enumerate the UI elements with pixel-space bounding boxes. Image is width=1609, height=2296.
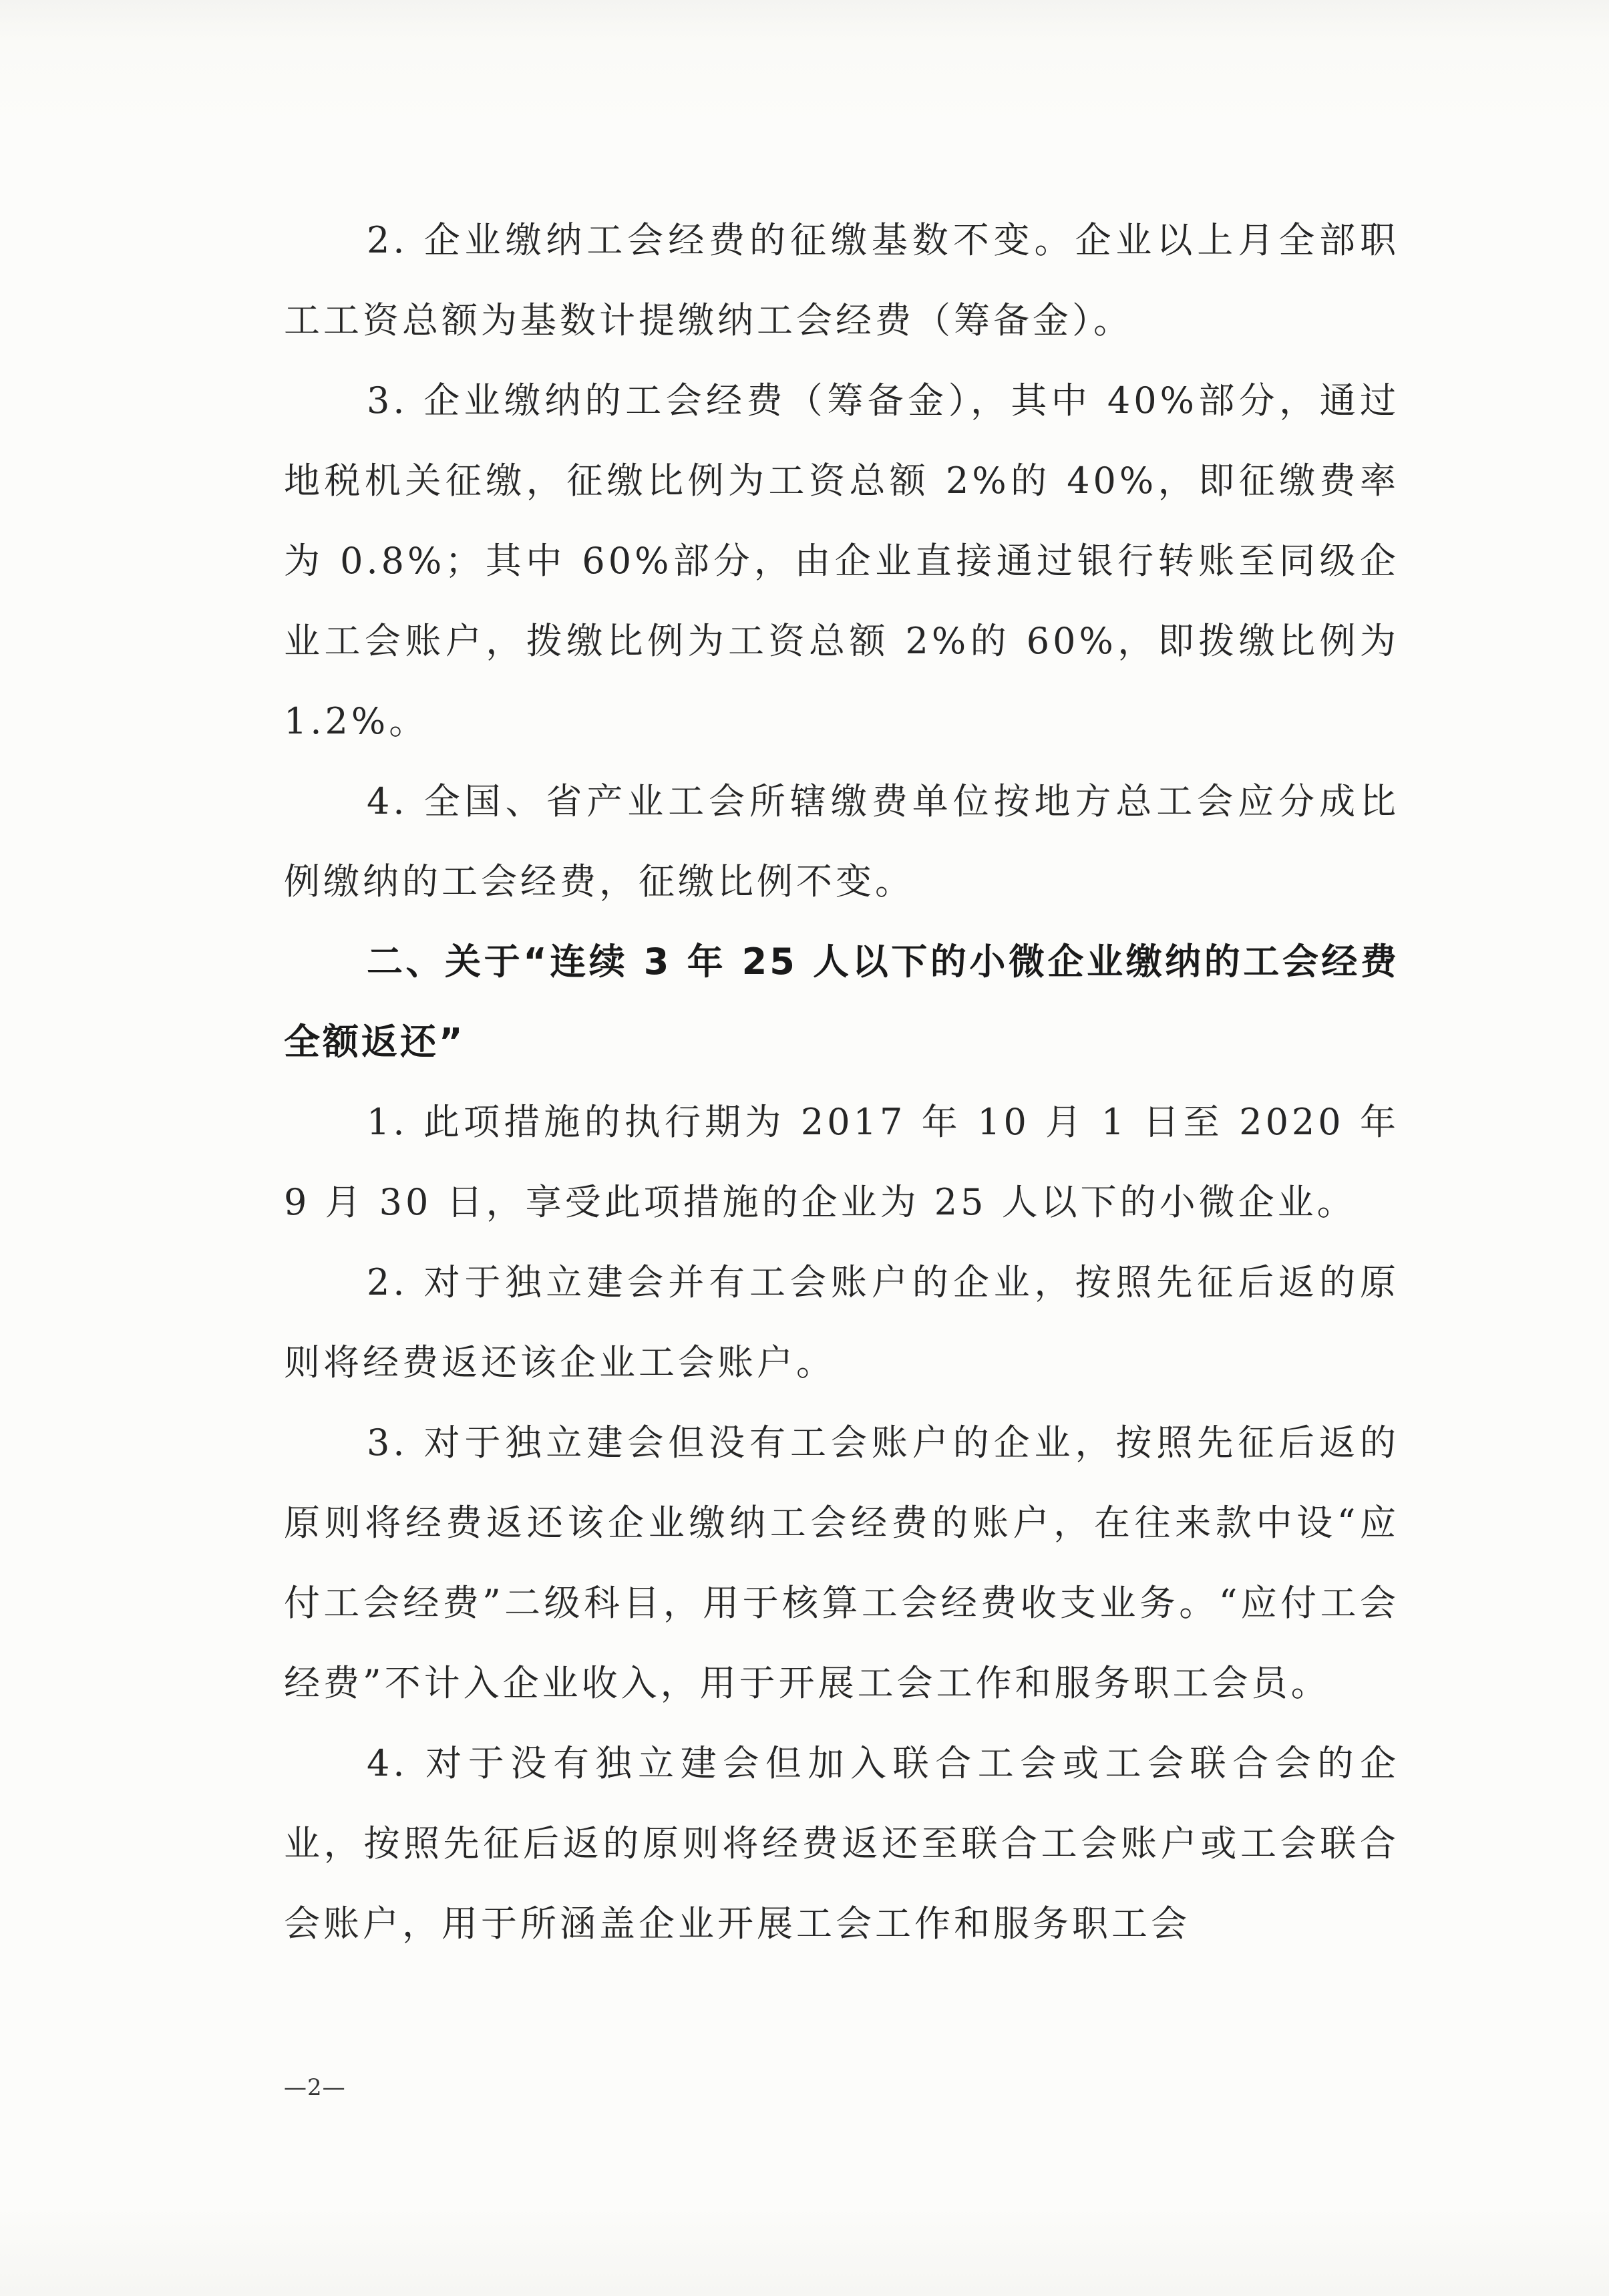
document-body [284,200,1399,1964]
section-paragraph-2: 2. 对于独立建会并有工会账户的企业，按照先征后返的原则将经费返还该企业工会账户。 [284,1261,1399,1383]
section-paragraph-1: 1. 此项措施的执行期为 2017 年 10 月 1 日至 2020 年 9 月 30 日，享受此项措施的企业为 25 人以下的小微企业。 [284,1101,1399,1223]
page-number: —2— [284,2074,346,2101]
section-heading: 二、关于“连续 3 年 25 人以下的小微企业缴纳的工会经费全额返还” [284,941,1399,1063]
paragraph-item-3: 3. 企业缴纳的工会经费（筹备金），其中 40%部分，通过地税机关征缴，征缴比例为工资总额 2%的 40%，即征缴费率为 0.8%；其中 60%部分，由企业直接通过银行转账至同级企业工会账户，拨缴比例为工资总额 2%的 60%，即拨缴比例为 1.2%。 [284,379,1399,742]
section-paragraph-3: 3. 对于独立建会但没有工会账户的企业，按照先征后返的原则将经费返还该企业缴纳工会经费的账户，在往来款中设“应付工会经费”二级科目，用于核算工会经费收支业务。“应付工会经费”不计入企业收入，用于开展工会工作和服务职工会员。 [284,1422,1399,1704]
paragraph-item-2: 2. 企业缴纳工会经费的征缴基数不变。企业以上月全部职工工资总额为基数计提缴纳工会经费（筹备金）。 [284,219,1399,341]
paragraph-item-4: 4. 全国、省产业工会所辖缴费单位按地方总工会应分成比例缴纳的工会经费，征缴比例不变。 [284,780,1399,903]
section-paragraph-4: 4. 对于没有独立建会但加入联合工会或工会联合会的企业，按照先征后返的原则将经费返还至联合工会账户或工会联合会账户，用于所涵盖企业开展工会工作和服务职工会 [284,1742,1399,1945]
